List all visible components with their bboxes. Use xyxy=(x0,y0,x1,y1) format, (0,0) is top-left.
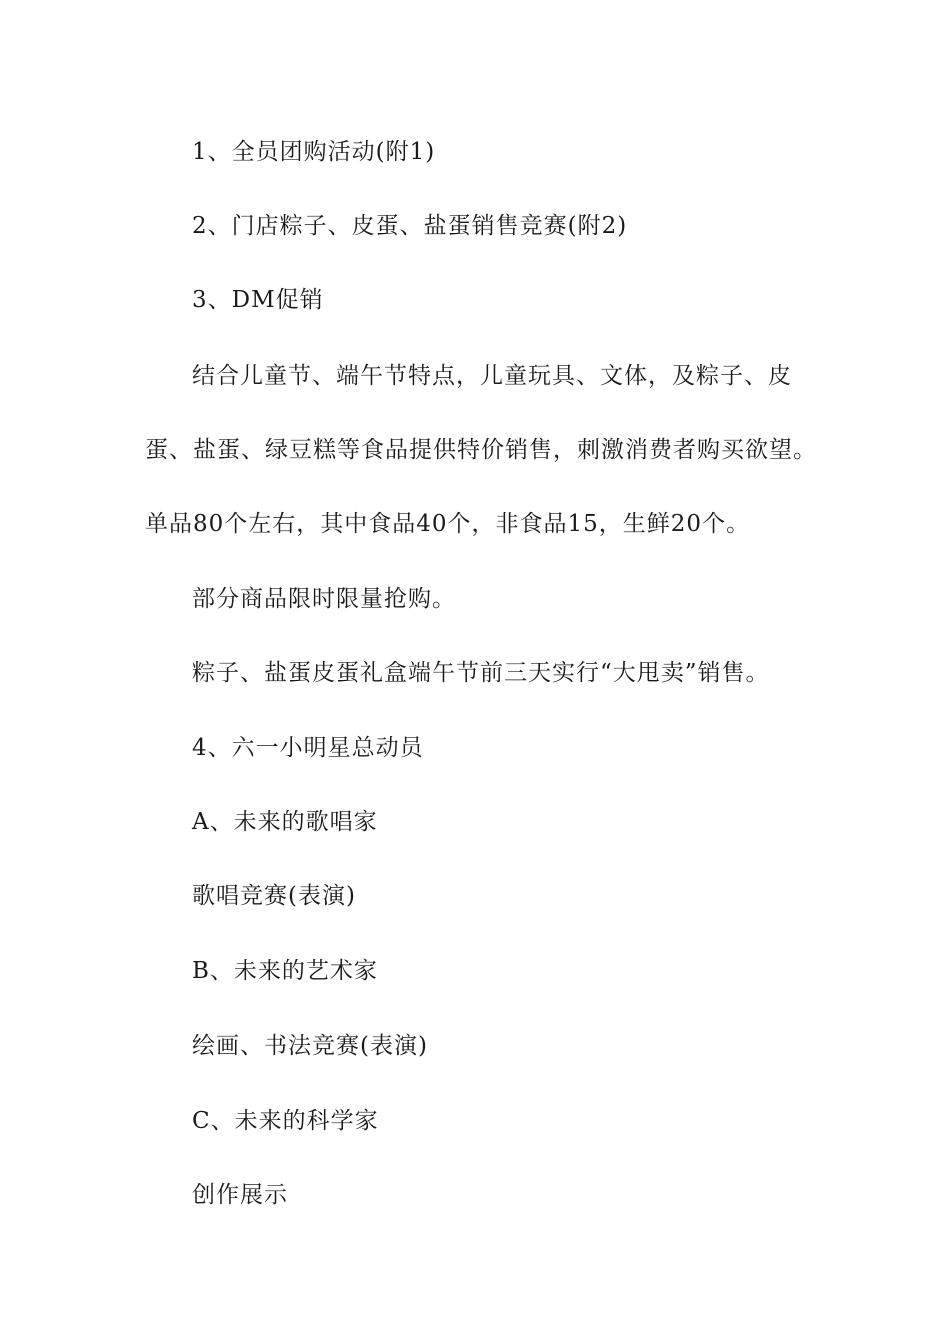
gift-box-sale-note: 粽子、盐蛋皮蛋礼盒端午节前三天实行“大甩卖”销售。 xyxy=(192,660,770,686)
item-dm-promotion: 3、DM促销 xyxy=(192,287,324,313)
paragraph-line-3: 单品80个左右，其中食品40个，非食品15，生鲜20个。 xyxy=(145,511,751,537)
sub-item-singer: A、未来的歌唱家 xyxy=(192,809,378,835)
painting-competition: 绘画、书法竞赛(表演) xyxy=(192,1033,428,1059)
sub-item-scientist: C、未来的科学家 xyxy=(192,1108,379,1134)
sub-item-artist: B、未来的艺术家 xyxy=(192,958,378,984)
item-sales-competition: 2、门店粽子、皮蛋、盐蛋销售竞赛(附2) xyxy=(192,213,628,239)
creation-showcase: 创作展示 xyxy=(192,1182,288,1208)
item-children-star: 4、六一小明星总动员 xyxy=(192,735,424,761)
paragraph-line-2: 蛋、盐蛋、绿豆糕等食品提供特价销售，刺激消费者购买欲望。 xyxy=(145,437,817,463)
paragraph-line-1: 结合儿童节、端午节特点，儿童玩具、文体，及粽子、皮 xyxy=(192,363,792,389)
flash-sale-note: 部分商品限时限量抢购。 xyxy=(192,586,456,612)
item-group-purchase: 1、全员团购活动(附1) xyxy=(192,139,436,165)
singing-competition: 歌唱竞赛(表演) xyxy=(192,883,356,909)
